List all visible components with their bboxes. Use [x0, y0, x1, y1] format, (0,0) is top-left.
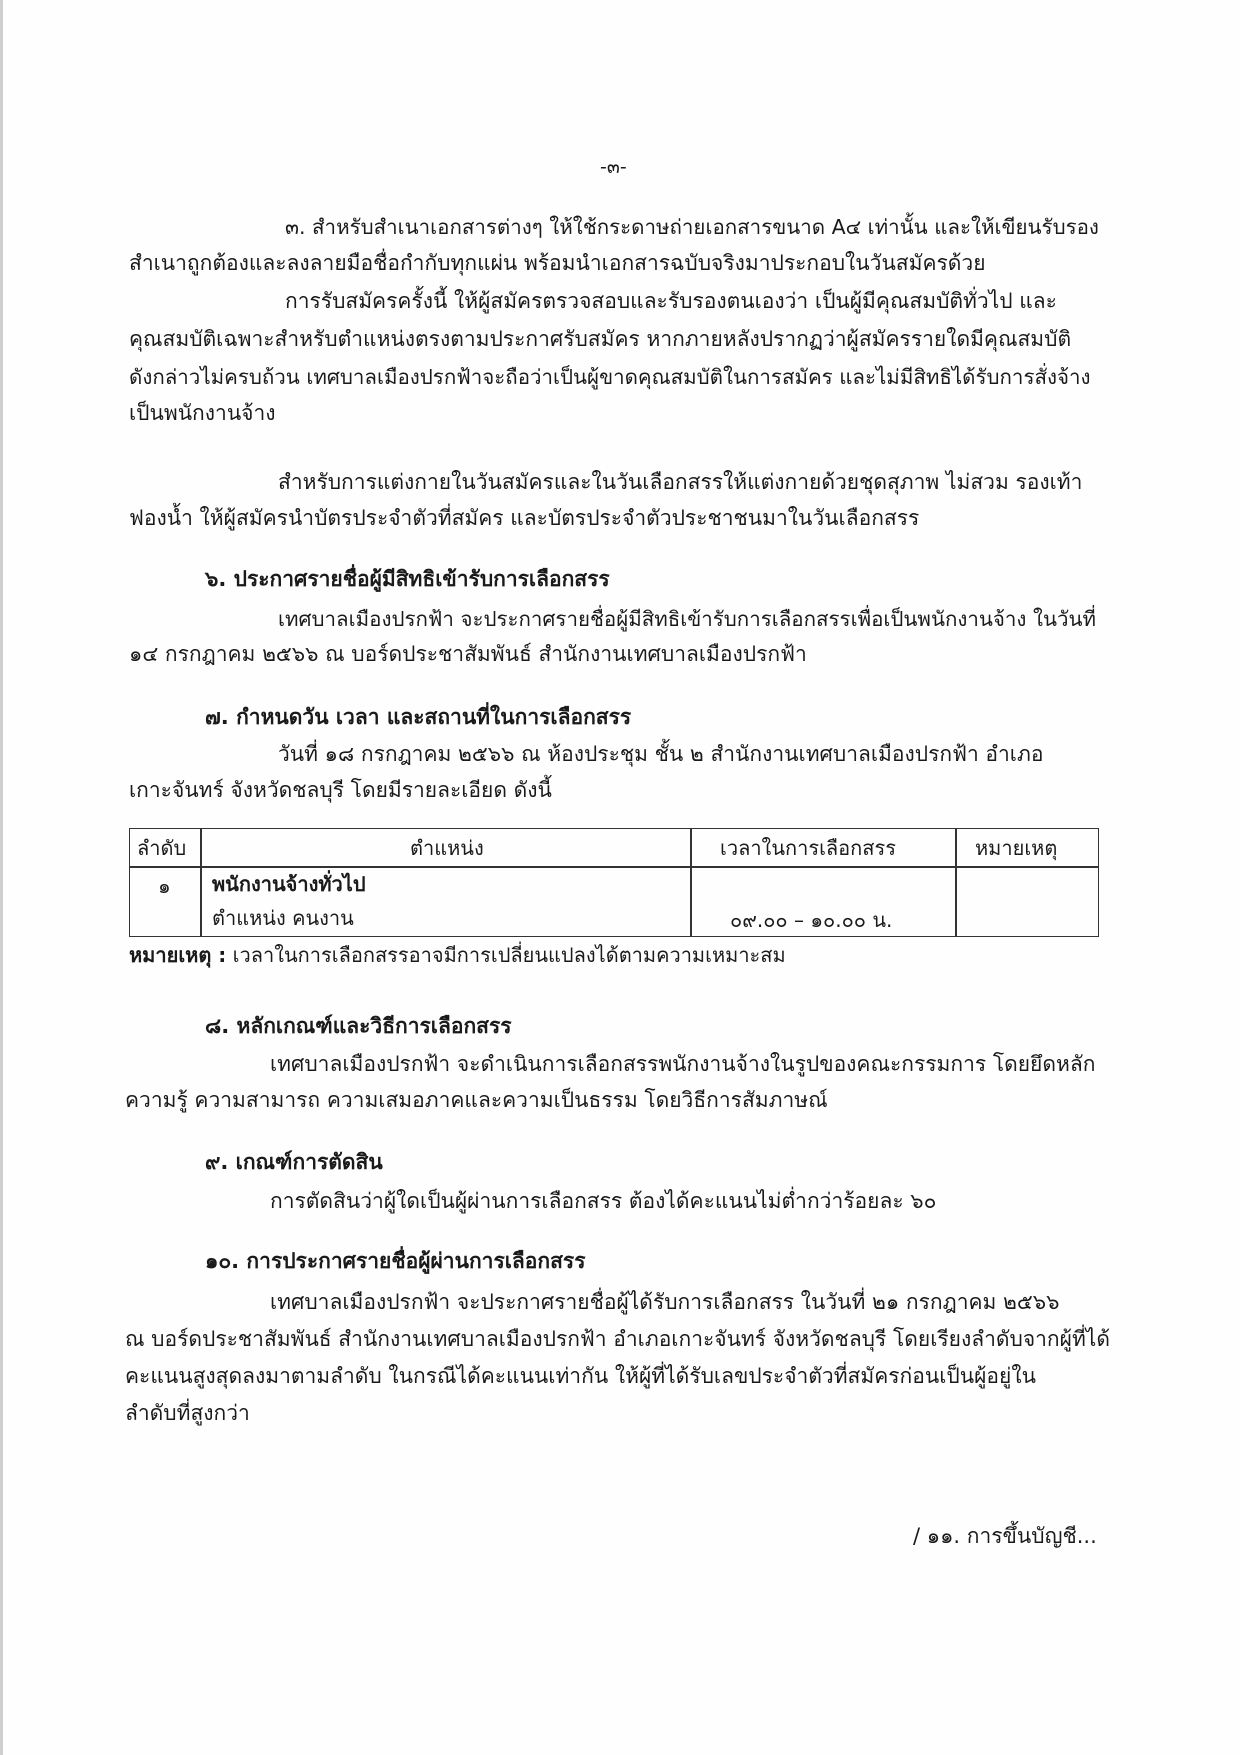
- table-divider: [690, 829, 692, 936]
- verify-line2: คุณสมบัติเฉพาะสำหรับตำแหน่งตรงตามประกาศรับสมัคร หากภายหลังปรากฏว่าผู้สมัครรายใดมีคุณสมบัติ: [129, 327, 1072, 351]
- section6-heading: ๖. ประกาศรายชื่อผู้มีสิทธิเข้ารับการเลือกสรร: [205, 567, 610, 591]
- dress-line1: สำหรับการแต่งกายในวันสมัครและในวันเลือกสรรให้แต่งกายด้วยชุดสุภาพ ไม่สวม รองเท้า: [278, 470, 1083, 494]
- section10-line1: เทศบาลเมืองปรกฟ้า จะประกาศรายชื่อผู้ได้รับการเลือกสรร ในวันที่ ๒๑ กรกฎาคม ๒๕๖๖: [270, 1290, 1060, 1314]
- table-divider: [955, 829, 957, 936]
- continuation-text: / ๑๑. การขึ้นบัญชี...: [913, 1524, 1097, 1548]
- section10-heading: ๑๐. การประกาศรายชื่อผู้ผ่านการเลือกสรร: [205, 1249, 586, 1273]
- scan-edge: [0, 0, 3, 1755]
- verify-line3: ดังกล่าวไม่ครบถ้วน เทศบาลเมืองปรกฟ้าจะถือว่าเป็นผู้ขาดคุณสมบัติในการสมัคร และไม่มีสิทธิได้รับการสั่งจ้าง: [129, 365, 1091, 389]
- table-divider: [200, 829, 202, 936]
- section9-line1: การตัดสินว่าผู้ใดเป็นผู้ผ่านการเลือกสรร ต้องได้คะแนนไม่ต่ำกว่าร้อยละ ๖๐: [270, 1189, 937, 1213]
- header-position: ตำแหน่ง: [410, 836, 484, 860]
- section6-line1: เทศบาลเมืองปรกฟ้า จะประกาศรายชื่อผู้มีสิทธิเข้ารับการเลือกสรรเพื่อเป็นพนักงานจ้าง ในวันที่: [278, 607, 1097, 631]
- table-note-text: เวลาในการเลือกสรรอาจมีการเปลี่ยนแปลงได้ตามความเหมาะสม: [226, 943, 786, 967]
- para3-line2: สำเนาถูกต้องและลงลายมือชื่อกำกับทุกแผ่น พร้อมนำเอกสารฉบับจริงมาประกอบในวันสมัครด้วย: [129, 251, 986, 275]
- row-group: พนักงานจ้างทั่วไป: [212, 872, 366, 896]
- section6-line2: ๑๔ กรกฎาคม ๒๕๖๖ ณ บอร์ดประชาสัมพันธ์ สำนักงานเทศบาลเมืองปรกฟ้า: [129, 642, 807, 666]
- section9-heading: ๙. เกณฑ์การตัดสิน: [205, 1150, 383, 1174]
- section8-line2: ความรู้ ความสามารถ ความเสมอภาคและความเป็นธรรม โดยวิธีการสัมภาษณ์: [125, 1088, 828, 1112]
- row-order: ๑: [158, 874, 171, 898]
- header-order: ลำดับ: [137, 836, 187, 860]
- section10-line2: ณ บอร์ดประชาสัมพันธ์ สำนักงานเทศบาลเมืองปรกฟ้า อำเภอเกาะจันทร์ จังหวัดชลบุรี โดยเรียงลำดับจากผู้ที่ได้: [125, 1327, 1110, 1351]
- row-position: ตำแหน่ง คนงาน: [212, 906, 354, 930]
- section10-line4: ลำดับที่สูงกว่า: [125, 1401, 250, 1425]
- table-note: [129, 941, 786, 969]
- section7-line2: เกาะจันทร์ จังหวัดชลบุรี โดยมีรายละเอียด ดังนี้: [129, 778, 552, 802]
- header-remark: หมายเหตุ: [975, 836, 1058, 860]
- page-number: -๓-: [600, 156, 627, 178]
- verify-line1: การรับสมัครครั้งนี้ ให้ผู้สมัครตรวจสอบและรับรองตนเองว่า เป็นผู้มีคุณสมบัติทั่วไป และ: [285, 289, 1057, 313]
- section8-line1: เทศบาลเมืองปรกฟ้า จะดำเนินการเลือกสรรพนักงานจ้างในรูปของคณะกรรมการ โดยยึดหลัก: [270, 1052, 1096, 1076]
- section7-heading: ๗. กำหนดวัน เวลา และสถานที่ในการเลือกสรร: [205, 705, 632, 729]
- section7-line1: วันที่ ๑๘ กรกฎาคม ๒๕๖๖ ณ ห้องประชุม ชั้น ๒ สำนักงานเทศบาลเมืองปรกฟ้า อำเภอ: [278, 742, 1044, 766]
- section10-line3: คะแนนสูงสุดลงมาตามลำดับ ในกรณีได้คะแนนเท่ากัน ให้ผู้ที่ได้รับเลขประจำตัวที่สมัครก่อนเป็นผู้อยู่ใน: [125, 1364, 1036, 1388]
- para3-line1: ๓. สำหรับสำเนาเอกสารต่างๆ ให้ใช้กระดาษถ่ายเอกสารขนาด A๔ เท่านั้น และให้เขียนรับรอง: [285, 215, 1099, 239]
- header-time: เวลาในการเลือกสรร: [720, 836, 896, 860]
- table-note-label: หมายเหตุ :: [129, 943, 227, 967]
- schedule-table: [129, 828, 1099, 937]
- section8-heading: ๘. หลักเกณฑ์และวิธีการเลือกสรร: [205, 1014, 512, 1038]
- table-header-rule: [130, 866, 1098, 868]
- row-time: ๐๙.๐๐ – ๑๐.๐๐ น.: [730, 908, 893, 932]
- dress-line2: ฟองน้ำ ให้ผู้สมัครนำบัตรประจำตัวที่สมัคร และบัตรประจำตัวประชาชนมาในวันเลือกสรร: [129, 506, 920, 530]
- verify-line4: เป็นพนักงานจ้าง: [129, 401, 276, 425]
